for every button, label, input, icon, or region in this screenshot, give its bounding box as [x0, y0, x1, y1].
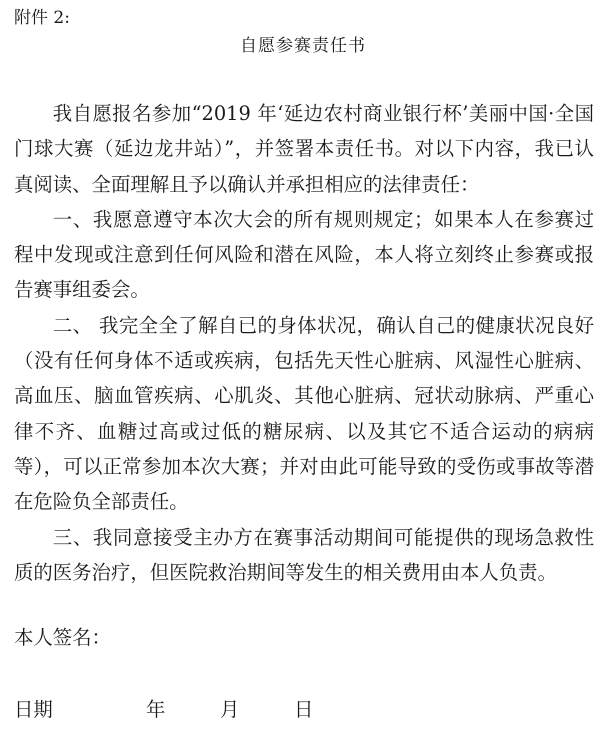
document-body [14, 96, 594, 590]
intro-paragraph: 我自愿报名参加“2019 年‘延边农村商业银行杯’美丽中国·全国门球大赛（延边龙井站）”，并签署本责任书。对以下内容，我已认真阅读、全面理解且予以确认并承担相应的法律责任： [14, 102, 594, 196]
clause-2: 二、 我完全全了解自已的身体状况，确认自己的健康状况良好（没有任何身体不适或疾病，包括先天性心脏病、风湿性心脏病、高血压、脑血管疾病、心肌炎、其他心脏病、冠状动脉病、严重心律不齐、血糖过高或过低的糖尿病、以及其它不适合运动的病病等），可以正常参加本次大赛；并对由此可能导致的受伤或事故等潜在危险负全部责任。 [14, 313, 594, 514]
date-day-label: 日 [294, 698, 314, 721]
attachment-label: 附件 2: [14, 8, 70, 28]
clause-3: 三、我同意接受主办方在赛事活动期间可能提供的现场急救性质的医务治疗，但医院救治期间等发生的相关费用由本人负责。 [14, 525, 594, 584]
clause-1: 一、我愿意遵守本次大会的所有规则规定；如果本人在参赛过程中发现或注意到任何风险和潜在风险，本人将立刻终止参赛或报告赛事组委会。 [14, 207, 594, 302]
date-label: 日期 [14, 698, 53, 721]
document-title: 自愿参赛责任书 [240, 36, 366, 56]
date-month-label: 月 [220, 698, 240, 721]
signature-label: 本人签名： [14, 626, 111, 649]
signature-line [14, 620, 111, 655]
date-year-label: 年 [146, 698, 166, 721]
